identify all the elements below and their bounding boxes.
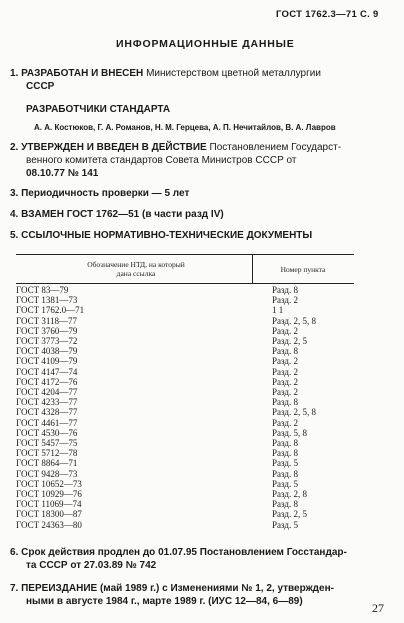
- section-2-text: Постановлением Государст-: [209, 142, 342, 153]
- section-1-text: Министерством цветной металлургии: [146, 68, 321, 79]
- table-cell-item: Разд. 8: [272, 438, 298, 448]
- table-cell-item: Разд. 8: [272, 397, 298, 408]
- section-2-line-2: венного комитета стандартов Совета Министров СССР от: [26, 155, 297, 166]
- table-cell-document: ГОСТ 10652—73: [16, 478, 82, 489]
- table-cell-item: 1 1: [272, 305, 284, 316]
- section-1-line-2: СССР: [26, 81, 55, 92]
- table-cell-item: Разд. 8: [272, 346, 298, 357]
- table-cell-item: Разд. 8: [272, 448, 298, 459]
- table-cell-item: Разд. 2: [272, 356, 298, 367]
- table-cell-item: Разд. 8: [272, 468, 298, 479]
- table-cell-item: Разд. 2: [272, 366, 298, 377]
- table-cell-document: ГОСТ 1762.0—71: [16, 305, 85, 316]
- table-cell-item: Разд. 5: [272, 478, 298, 489]
- table-cell-item: Разд. 5, 8: [272, 427, 307, 438]
- section-4: 4. ВЗАМЕН ГОСТ 1762—51 (в части разд IV): [10, 209, 224, 220]
- developers-heading: РАЗРАБОТЧИКИ СТАНДАРТА: [26, 104, 171, 115]
- table-cell-item: Разд. 5: [272, 519, 298, 530]
- table-cell-document: ГОСТ 4204—77: [16, 387, 78, 397]
- section-1-number: 1.: [10, 68, 19, 79]
- table-cell-document: ГОСТ 3773—72: [16, 336, 78, 346]
- section-2-heading: УТВЕРЖДЕН И ВВЕДЕН В ДЕЙСТВИЕ: [21, 142, 207, 153]
- section-2-number: 2.: [10, 142, 19, 153]
- section-3: 3. Периодичность проверки — 5 лет: [10, 188, 190, 199]
- table-cell-document: ГОСТ 5712—78: [16, 448, 78, 459]
- developers-names: А. А. Костюков, Г. А. Романов, Н. М. Герцева, А. П. Нечитайлов, В. А. Лавров: [34, 123, 336, 132]
- table-cell-document: ГОСТ 18300—87: [16, 509, 82, 520]
- table-cell-document: ГОСТ 9428—73: [16, 468, 78, 479]
- document-code: ГОСТ 1762.3—71 С. 9: [276, 9, 379, 20]
- table-cell-item: Разд. 2, 8: [272, 489, 307, 499]
- section-5: 5. ССЫЛОЧНЫЕ НОРМАТИВНО-ТЕХНИЧЕСКИЕ ДОКУМЕНТЫ: [10, 230, 313, 241]
- table-cell-item: Разд. 2: [272, 325, 298, 336]
- table-header-border: [16, 283, 354, 284]
- table-cell-document: ГОСТ 10929—76: [16, 489, 82, 499]
- table-cell-document: ГОСТ 4109—79: [16, 356, 78, 367]
- table-cell-item: Разд. 2, 5, 8: [272, 407, 316, 418]
- table-cell-item: Разд. 2: [272, 417, 298, 428]
- section-2-line-3: 08.10.77 № 141: [26, 168, 99, 179]
- table-cell-document: ГОСТ 3760—79: [16, 325, 78, 336]
- column-header-item: Номер пункта: [280, 265, 326, 274]
- table-cell-document: ГОСТ 4172—76: [16, 376, 78, 387]
- table-cell-item: Разд. 2, 5, 8: [272, 315, 316, 326]
- table-cell-document: ГОСТ 1381—73: [16, 295, 78, 306]
- table-cell-item: Разд. 2: [272, 387, 298, 397]
- page-title: ИНФОРМАЦИОННЫЕ ДАННЫЕ: [116, 38, 295, 50]
- section-1-heading: РАЗРАБОТАН И ВНЕСЕН: [21, 68, 144, 79]
- table-row: [16, 520, 354, 531]
- table-cell-document: ГОСТ 4328—77: [16, 407, 78, 418]
- table-cell-document: ГОСТ 11069—74: [16, 499, 82, 510]
- table-cell-item: Разд. 5: [272, 458, 298, 469]
- section-7-line-1: 7. ПЕРЕИЗДАНИЕ (май 1989 г.) с Изменениями № 1, 2, утвержден-: [10, 583, 334, 594]
- table-cell-document: ГОСТ 83—79: [16, 285, 69, 295]
- section-7-line-2: ными в августе 1984 г., марте 1989 г. (ИУС 12—84, 6—89): [26, 596, 303, 607]
- table-cell-item: Разд. 2, 5: [272, 509, 307, 520]
- table-cell-document: ГОСТ 4147—74: [16, 366, 78, 377]
- table-top-border: [16, 254, 354, 255]
- table-cell-item: Разд. 2, 5: [272, 336, 307, 346]
- table-cell-document: ГОСТ 4461—77: [16, 417, 78, 428]
- table-cell-item: Разд. 2: [272, 295, 298, 306]
- table-cell-document: ГОСТ 4530—76: [16, 427, 78, 438]
- section-2: [10, 141, 341, 154]
- table-cell-item: Разд. 8: [272, 499, 298, 510]
- table-cell-document: ГОСТ 8864—71: [16, 458, 78, 469]
- table-cell-document: ГОСТ 4038—79: [16, 346, 78, 357]
- table-cell-item: Разд. 8: [272, 285, 298, 295]
- page-number: 27: [372, 601, 384, 615]
- section-1: [10, 67, 321, 80]
- section-6-line-1: 6. Срок действия продлен до 01.07.95 Постановлением Госстандар-: [10, 547, 347, 558]
- section-6-line-2: та СССР от 27.03.89 № 742: [26, 560, 157, 571]
- column-header-document: Обозначение НТД, на который дана ссылка: [87, 260, 185, 278]
- table-cell-document: ГОСТ 5457—75: [16, 438, 78, 448]
- table-cell-document: ГОСТ 3118—77: [16, 315, 78, 326]
- table-cell-item: Разд. 2: [272, 376, 298, 387]
- table-cell-document: ГОСТ 4233—77: [16, 397, 78, 408]
- table-cell-document: ГОСТ 24363—80: [16, 519, 82, 530]
